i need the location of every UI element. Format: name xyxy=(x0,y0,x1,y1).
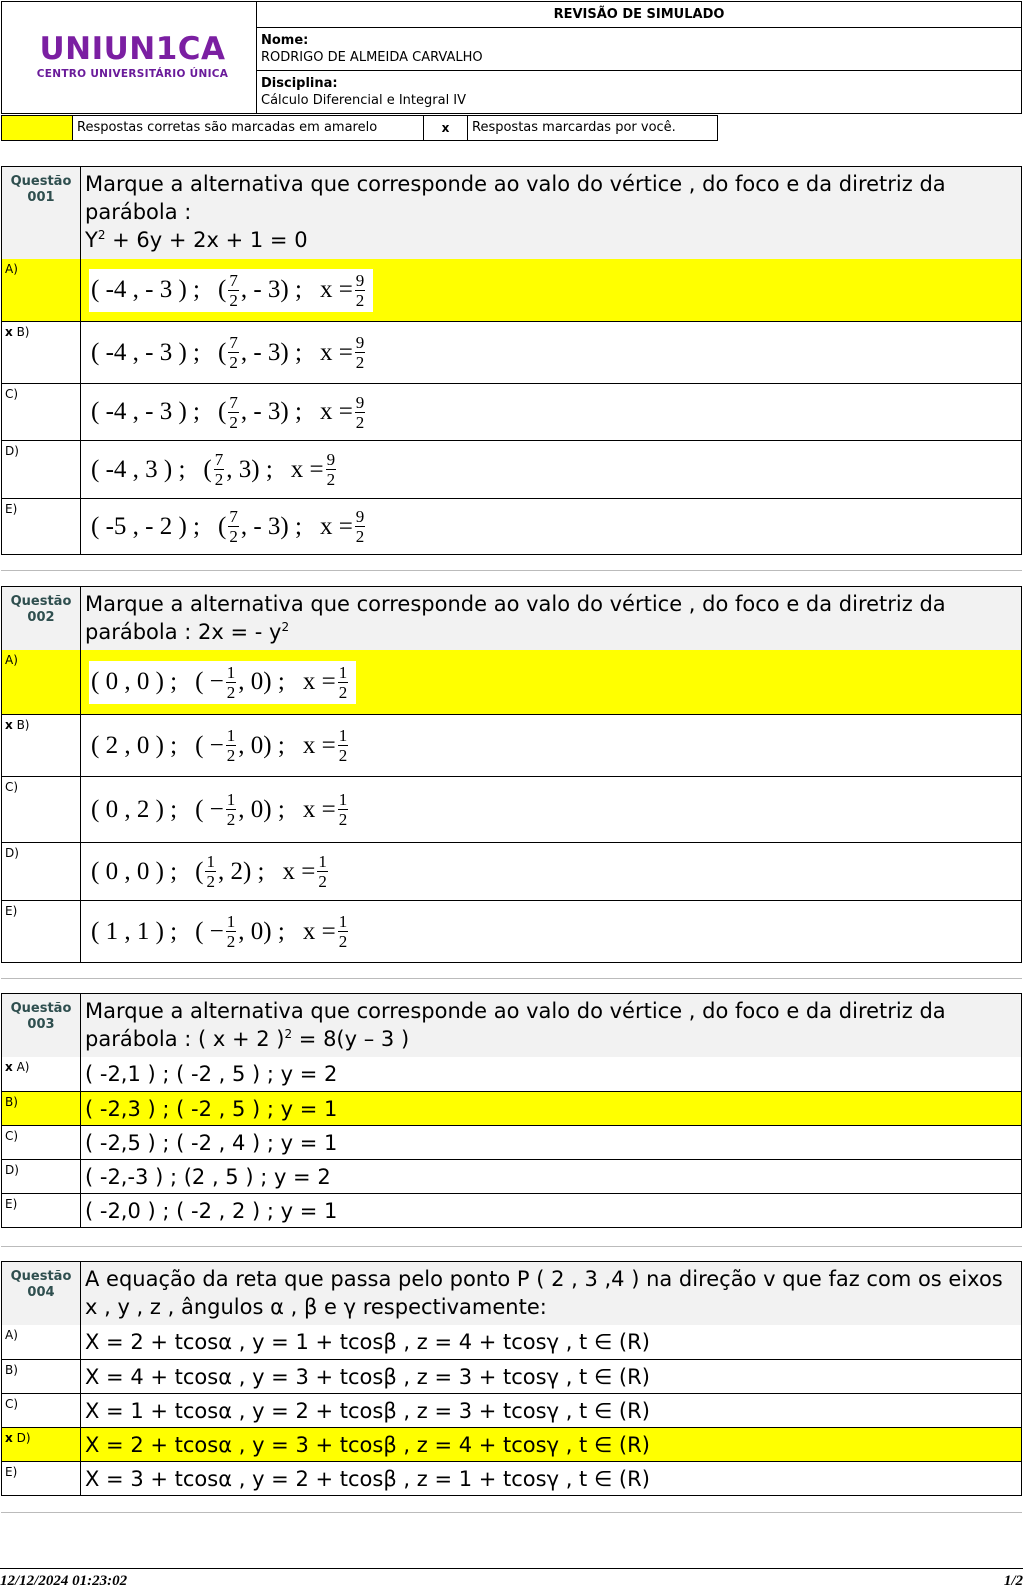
answer-option-4[interactable] xyxy=(2,1159,1021,1193)
denominator: 2 xyxy=(226,932,236,951)
option-math xyxy=(85,901,1017,962)
vertex: ( 0 , 2 ) ; xyxy=(91,795,178,823)
directrix-fraction xyxy=(355,271,366,310)
eq-part: + 6y + 2x + 1 = 0 xyxy=(105,228,308,252)
answer-option-3[interactable] xyxy=(2,776,1021,842)
numerator: 9 xyxy=(355,392,365,412)
option-text: X = 2 + tcosα , y = 3 + tcosβ , z = 4 + tcosγ , t ∈ (R) xyxy=(85,1433,650,1457)
numerator: 9 xyxy=(355,333,365,352)
directrix-fraction xyxy=(338,912,349,951)
math-expression xyxy=(89,505,373,548)
answer-option-1[interactable] xyxy=(2,259,1021,321)
separator xyxy=(1,1246,1022,1247)
question-word: Questão xyxy=(10,174,72,189)
focus-open: ( xyxy=(218,338,227,366)
answer-option-1[interactable] xyxy=(2,1325,1021,1359)
option-label xyxy=(2,441,81,498)
question-number: 003 xyxy=(27,1017,55,1032)
option-label xyxy=(2,1462,81,1495)
question-text xyxy=(81,994,1021,1057)
directrix-fraction xyxy=(326,450,337,489)
option-label xyxy=(2,1394,81,1427)
option-label xyxy=(2,1325,81,1359)
eq-part: parábola : 2x = - y xyxy=(85,620,282,644)
option-content xyxy=(81,499,1021,554)
focus-fraction xyxy=(205,852,216,891)
answer-option-5[interactable] xyxy=(2,900,1021,962)
focus-fraction xyxy=(226,726,237,765)
eq-exponent: 2 xyxy=(281,620,290,634)
question-003 xyxy=(1,993,1022,1228)
option-math xyxy=(85,384,1017,440)
denominator: 2 xyxy=(355,290,365,310)
focus-open: ( xyxy=(218,276,227,303)
numerator: 1 xyxy=(318,852,327,871)
option-content xyxy=(81,715,1021,776)
option-letter: E) xyxy=(5,904,18,918)
answer-option-1[interactable] xyxy=(2,650,1021,714)
answer-option-2[interactable] xyxy=(2,321,1021,383)
option-content xyxy=(81,441,1021,498)
directrix-prefix: x = xyxy=(282,857,316,885)
focus-fraction xyxy=(228,393,239,432)
legend-correct-text: Respostas corretas são marcadas em amarelo xyxy=(73,116,424,140)
option-math xyxy=(85,715,1017,776)
vertex: ( -5 , - 2 ) ; xyxy=(91,512,200,540)
header xyxy=(1,1,1022,114)
option-letter: B) xyxy=(5,1363,18,1377)
answer-option-1[interactable] xyxy=(2,1057,1021,1091)
option-content xyxy=(81,322,1021,383)
option-letter: B) xyxy=(16,325,30,339)
option-label xyxy=(2,1428,81,1461)
print-datetime: 12/12/2024 01:23:02 xyxy=(0,1573,128,1589)
vertex: ( -4 , - 3 ) ; xyxy=(91,398,200,425)
option-text: X = 1 + tcosα , y = 2 + tcosβ , z = 3 + tcosγ , t ∈ (R) xyxy=(85,1399,650,1423)
question-text-line: x , y , z , ângulos α , β e γ respectivamente: xyxy=(85,1295,547,1319)
denominator: 2 xyxy=(338,810,348,829)
math-expression xyxy=(89,724,356,767)
marked-x: x xyxy=(5,718,13,732)
option-letter: E) xyxy=(5,1465,18,1479)
focus-open: ( − xyxy=(195,668,224,695)
separator xyxy=(1,1512,1022,1513)
option-content xyxy=(81,777,1021,842)
option-letter: B) xyxy=(5,1095,18,1109)
vertex: ( -4 , - 3 ) ; xyxy=(91,338,200,366)
question-label xyxy=(2,994,81,1057)
discipline-label: Disciplina: xyxy=(261,76,338,91)
option-math xyxy=(85,259,1017,321)
answer-option-3[interactable] xyxy=(2,1125,1021,1159)
question-text xyxy=(81,1262,1021,1325)
option-text: ( -2,3 ) ; ( -2 , 5 ) ; y = 1 xyxy=(85,1097,338,1121)
math-expression xyxy=(89,448,344,491)
answer-option-4[interactable] xyxy=(2,1427,1021,1461)
option-letter: C) xyxy=(5,387,19,401)
option-content xyxy=(81,1394,1021,1427)
answer-option-3[interactable] xyxy=(2,383,1021,440)
focus-fraction xyxy=(228,333,239,372)
focus-fraction xyxy=(214,450,225,489)
vertex: ( -4 , - 3 ) ; xyxy=(91,276,200,303)
option-label xyxy=(2,650,81,714)
numerator: 7 xyxy=(229,507,238,526)
focus-open: ( xyxy=(203,455,212,483)
numerator: 7 xyxy=(229,333,238,352)
option-content xyxy=(81,1360,1021,1393)
question-label xyxy=(2,587,81,650)
option-content xyxy=(81,1194,1021,1227)
option-text: ( -2,0 ) ; ( -2 , 2 ) ; y = 1 xyxy=(85,1199,338,1223)
focus-rest: , 3) ; xyxy=(226,455,273,483)
eq-exponent: 2 xyxy=(97,228,106,242)
option-letter: D) xyxy=(5,444,19,458)
question-number: 001 xyxy=(27,190,55,205)
denominator: 2 xyxy=(226,682,236,702)
question-002 xyxy=(1,586,1022,963)
eq-part: Y xyxy=(85,228,98,252)
denominator: 2 xyxy=(214,470,224,489)
directrix-prefix: x = xyxy=(302,795,336,823)
focus-fraction xyxy=(228,271,239,310)
math-expression xyxy=(89,391,373,434)
question-word: Questão xyxy=(10,1269,72,1284)
directrix-fraction xyxy=(355,507,366,546)
directrix-prefix: x = xyxy=(302,668,336,695)
numerator: 7 xyxy=(229,270,238,290)
option-math xyxy=(85,499,1017,554)
directrix-prefix: x = xyxy=(302,731,336,759)
directrix-fraction xyxy=(338,663,349,702)
numerator: 1 xyxy=(226,790,236,809)
option-label xyxy=(2,384,81,440)
option-content xyxy=(81,1160,1021,1193)
numerator: 7 xyxy=(214,450,224,469)
question-text-line xyxy=(85,618,1017,646)
focus-rest: , 0) ; xyxy=(238,917,285,945)
denominator: 2 xyxy=(226,746,236,765)
option-letter: D) xyxy=(5,846,19,860)
option-content xyxy=(81,1462,1021,1495)
option-label xyxy=(2,1160,81,1193)
directrix-fraction xyxy=(338,790,349,829)
option-content xyxy=(81,901,1021,962)
denominator: 2 xyxy=(318,872,327,891)
math-expression xyxy=(89,788,356,831)
option-letter: E) xyxy=(5,502,18,516)
marked-x: x xyxy=(5,1431,13,1445)
option-math xyxy=(85,777,1017,842)
answer-option-2[interactable] xyxy=(2,714,1021,776)
option-label xyxy=(2,499,81,554)
focus-rest: , 0) ; xyxy=(238,795,285,823)
numerator: 1 xyxy=(338,912,348,931)
separator xyxy=(1,978,1022,979)
denominator: 2 xyxy=(338,932,348,951)
directrix-fraction xyxy=(338,726,349,765)
directrix-prefix: x = xyxy=(319,512,353,540)
name-value: RODRIGO DE ALMEIDA CARVALHO xyxy=(261,50,483,65)
denominator: 2 xyxy=(226,810,236,829)
legend-yellow-swatch xyxy=(2,116,73,140)
focus-fraction xyxy=(226,912,237,951)
directrix-prefix: x = xyxy=(319,276,353,303)
logo-cell xyxy=(1,1,257,114)
option-text: ( -2,-3 ) ; (2 , 5 ) ; y = 2 xyxy=(85,1165,331,1189)
math-expression xyxy=(89,331,373,374)
question-header xyxy=(2,167,1021,259)
logo-wordmark: UNIUN1CA xyxy=(39,31,226,67)
vertex: ( 0 , 0 ) ; xyxy=(91,857,178,885)
option-label xyxy=(2,777,81,842)
question-header xyxy=(2,587,1021,650)
option-math xyxy=(85,322,1017,383)
denominator: 2 xyxy=(229,412,238,432)
footer xyxy=(0,1568,1023,1592)
numerator: 9 xyxy=(326,450,336,469)
question-number: 004 xyxy=(27,1285,55,1300)
focus-rest: , - 3) ; xyxy=(240,512,302,540)
answer-option-5[interactable] xyxy=(2,1461,1021,1495)
logo xyxy=(30,32,235,80)
option-content xyxy=(81,1428,1021,1461)
vertex: ( 1 , 1 ) ; xyxy=(91,917,178,945)
student-name-cell xyxy=(257,28,1022,71)
option-label xyxy=(2,322,81,383)
focus-open: ( − xyxy=(195,795,224,823)
option-letter: D) xyxy=(16,1431,31,1445)
option-label xyxy=(2,259,81,321)
option-letter: C) xyxy=(5,1397,19,1411)
option-letter: A) xyxy=(5,262,18,276)
focus-rest: , - 3) ; xyxy=(240,276,302,303)
denominator: 2 xyxy=(355,412,365,432)
option-content xyxy=(81,1325,1021,1359)
option-label xyxy=(2,715,81,776)
numerator: 1 xyxy=(226,662,236,682)
numerator: 1 xyxy=(226,912,236,931)
directrix-fraction xyxy=(355,393,366,432)
question-001 xyxy=(1,166,1022,555)
option-label xyxy=(2,1092,81,1125)
option-math xyxy=(85,843,1017,900)
option-text: ( -2,5 ) ; ( -2 , 4 ) ; y = 1 xyxy=(85,1131,338,1155)
question-text-line: Marque a alternativa que corresponde ao valo do vértice , do foco e da diretriz da xyxy=(85,172,946,196)
vertex: ( 0 , 0 ) ; xyxy=(91,668,178,695)
separator xyxy=(1,570,1022,571)
directrix-fraction xyxy=(317,852,328,891)
directrix-prefix: x = xyxy=(319,338,353,366)
page-number: 1/2 xyxy=(1003,1573,1023,1589)
denominator: 2 xyxy=(338,682,348,702)
focus-fraction xyxy=(226,663,237,702)
option-content xyxy=(81,1126,1021,1159)
answer-option-4[interactable] xyxy=(2,440,1021,498)
question-text-line xyxy=(85,1025,1017,1053)
answer-option-2[interactable] xyxy=(2,1359,1021,1393)
answer-option-3[interactable] xyxy=(2,1393,1021,1427)
numerator: 1 xyxy=(206,852,215,871)
answer-option-2[interactable] xyxy=(2,1091,1021,1125)
math-expression xyxy=(89,910,356,953)
denominator: 2 xyxy=(338,746,348,765)
legend-x-symbol: x xyxy=(424,116,468,140)
option-content xyxy=(81,384,1021,440)
vertex: ( -4 , 3 ) ; xyxy=(91,455,186,483)
focus-rest: , - 3) ; xyxy=(240,338,302,366)
focus-fraction xyxy=(226,790,237,829)
option-label xyxy=(2,901,81,962)
option-label xyxy=(2,1194,81,1227)
question-word: Questão xyxy=(10,594,72,609)
discipline-value: Cálculo Diferencial e Integral IV xyxy=(261,93,467,108)
option-letter: A) xyxy=(16,1060,30,1074)
directrix-fraction xyxy=(355,333,366,372)
focus-open: ( xyxy=(195,857,204,885)
denominator: 2 xyxy=(229,353,238,372)
question-number: 002 xyxy=(27,610,55,625)
directrix-prefix: x = xyxy=(319,398,353,425)
logo-subtitle: CENTRO UNIVERSITÁRIO ÚNICA xyxy=(36,68,229,80)
option-content xyxy=(81,1057,1021,1091)
option-text: X = 2 + tcosα , y = 1 + tcosβ , z = 4 + tcosγ , t ∈ (R) xyxy=(85,1330,650,1354)
focus-open: ( xyxy=(218,512,227,540)
numerator: 9 xyxy=(355,270,365,290)
marked-x: x xyxy=(5,1060,13,1074)
eq-part: = 8(y – 3 ) xyxy=(292,1027,410,1051)
answer-option-4[interactable] xyxy=(2,842,1021,900)
option-content xyxy=(81,650,1021,714)
question-text-line: parábola : xyxy=(85,200,192,224)
focus-rest: , - 3) ; xyxy=(240,398,302,425)
option-content xyxy=(81,843,1021,900)
page-title: REVISÃO DE SIMULADO xyxy=(257,1,1022,28)
denominator: 2 xyxy=(229,527,238,546)
focus-open: ( − xyxy=(195,731,224,759)
directrix-prefix: x = xyxy=(302,917,336,945)
numerator: 7 xyxy=(229,392,238,412)
option-math xyxy=(85,441,1017,498)
option-content xyxy=(81,259,1021,321)
option-text: ( -2,1 ) ; ( -2 , 5 ) ; y = 2 xyxy=(85,1062,338,1086)
option-text: X = 3 + tcosα , y = 2 + tcosβ , z = 1 + tcosγ , t ∈ (R) xyxy=(85,1467,650,1491)
focus-rest: , 0) ; xyxy=(238,731,285,759)
name-label: Nome: xyxy=(261,33,309,48)
question-header xyxy=(2,994,1021,1057)
numerator: 1 xyxy=(338,726,348,745)
numerator: 9 xyxy=(355,507,365,526)
question-text-line: Marque a alternativa que corresponde ao valo do vértice , do foco e da diretriz da xyxy=(85,592,946,616)
option-letter: B) xyxy=(16,718,30,732)
question-text-line: A equação da reta que passa pelo ponto P ( 2 , 3 ,4 ) na direção v que faz com os eixos xyxy=(85,1267,1003,1291)
option-letter: A) xyxy=(5,653,18,667)
focus-open: ( − xyxy=(195,917,224,945)
option-label xyxy=(2,1057,81,1091)
directrix-prefix: x = xyxy=(290,455,324,483)
eq-exponent: 2 xyxy=(284,1027,293,1041)
answer-option-5[interactable] xyxy=(2,1193,1021,1227)
focus-rest: , 0) ; xyxy=(238,668,285,695)
focus-rest: , 2) ; xyxy=(217,857,265,885)
denominator: 2 xyxy=(206,872,215,891)
numerator: 1 xyxy=(338,790,348,809)
denominator: 2 xyxy=(326,470,336,489)
question-header xyxy=(2,1262,1021,1325)
question-004 xyxy=(1,1261,1022,1496)
discipline-cell xyxy=(257,71,1022,114)
denominator: 2 xyxy=(355,353,365,372)
question-text xyxy=(81,587,1021,650)
option-letter: C) xyxy=(5,780,19,794)
option-content xyxy=(81,1092,1021,1125)
question-word: Questão xyxy=(10,1001,72,1016)
option-letter: A) xyxy=(5,1328,18,1342)
math-expression xyxy=(89,850,336,893)
eq-part: parábola : ( x + 2 ) xyxy=(85,1027,285,1051)
denominator: 2 xyxy=(229,290,238,310)
question-text-line: Marque a alternativa que corresponde ao valo do vértice , do foco e da diretriz da xyxy=(85,999,946,1023)
option-label xyxy=(2,1126,81,1159)
focus-open: ( xyxy=(218,398,227,425)
option-letter: C) xyxy=(5,1129,19,1143)
option-label xyxy=(2,843,81,900)
option-math xyxy=(85,650,1017,714)
marked-x: x xyxy=(5,325,13,339)
option-label xyxy=(2,1360,81,1393)
option-text: X = 4 + tcosα , y = 3 + tcosβ , z = 3 + tcosγ , t ∈ (R) xyxy=(85,1365,650,1389)
numerator: 1 xyxy=(226,726,236,745)
question-label xyxy=(2,1262,81,1325)
math-expression xyxy=(89,661,356,704)
question-label xyxy=(2,167,81,259)
question-text xyxy=(81,167,1021,259)
vertex: ( 2 , 0 ) ; xyxy=(91,731,178,759)
denominator: 2 xyxy=(355,527,365,546)
question-equation xyxy=(85,226,1017,254)
focus-fraction xyxy=(228,507,239,546)
option-letter: E) xyxy=(5,1197,18,1211)
option-letter: D) xyxy=(5,1163,19,1177)
legend-marked-text: Respostas marcardas por você. xyxy=(472,120,676,135)
numerator: 1 xyxy=(338,662,348,682)
answer-option-5[interactable] xyxy=(2,498,1021,554)
legend xyxy=(1,115,718,141)
math-expression xyxy=(89,269,373,312)
